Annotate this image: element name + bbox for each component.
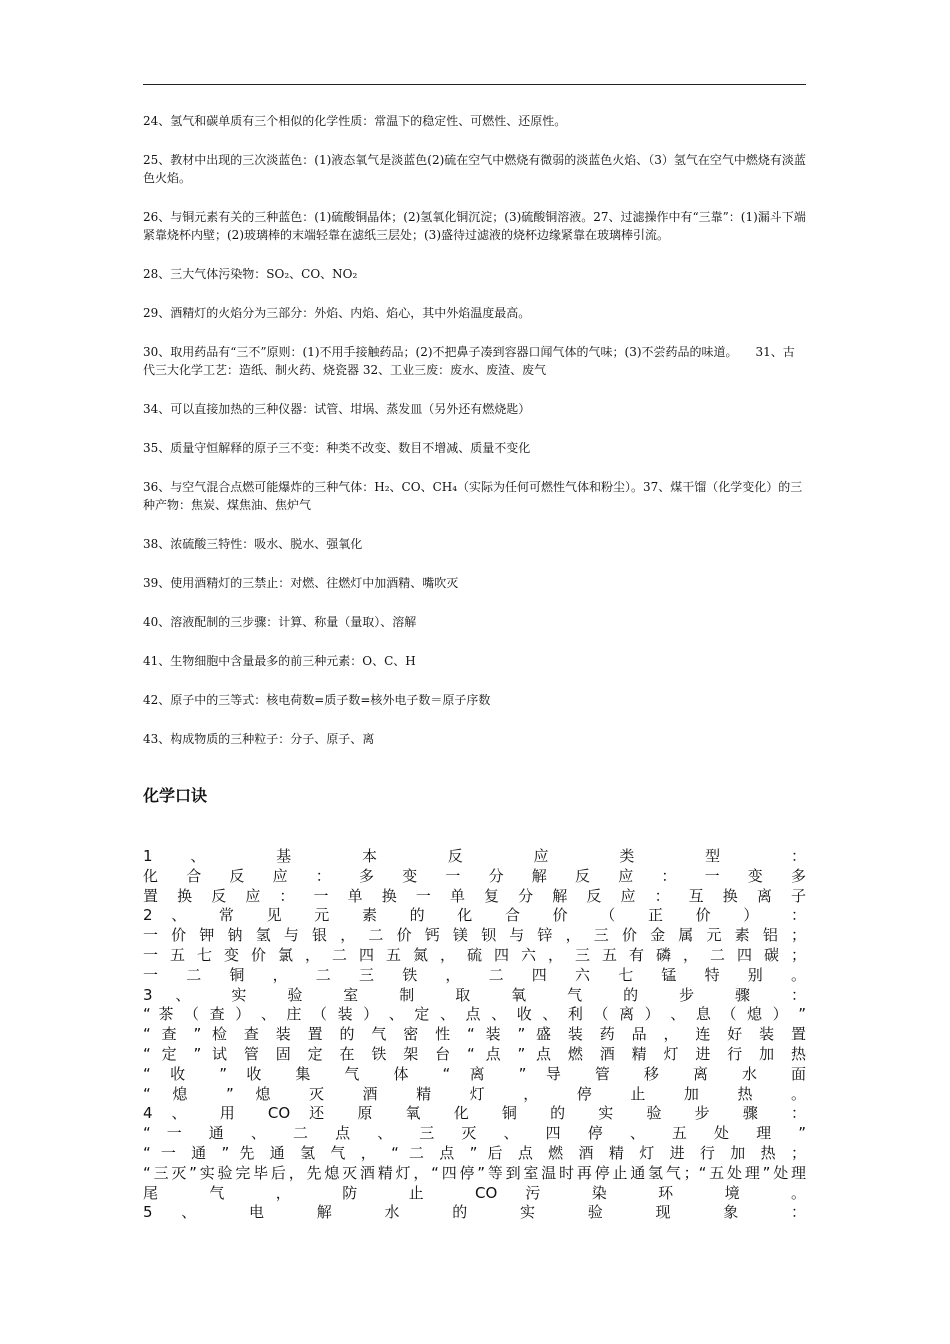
mnemonic-line: 一 五 七 变 价 氯 ， 二 四 五 氮 ， 硫 四 六 ， 三 五 有 磷 ， 二 四 碳 ； — [143, 945, 806, 964]
mnemonic-line: “ 一 通 、 二 点 、 三 灭 、 四 停 、 五 处 理 ” — [143, 1124, 806, 1143]
note-25: 25、教材中出现的三次淡蓝色：(1)液态氧气是淡蓝色(2)硫在空气中燃烧有微弱的淡蓝色火焰、（3）氢气在空气中燃烧有淡蓝色火焰。 — [143, 153, 806, 185]
mnemonic-line: 1 、 基 本 反 应 类 型 ： — [143, 847, 806, 865]
mnemonic-line: “ 定 ” 试 管 固 定 在 铁 架 台 “ 点 ” 点 燃 酒 精 灯 进 行 加 热 — [143, 1044, 806, 1063]
header-rule — [143, 84, 806, 85]
mnemonic-line: 化 合 反 应 ： 多 变 一 分 解 反 应 ： 一 变 多 — [143, 866, 806, 885]
note-39: 39、使用酒精灯的三禁止：对燃、往燃灯中加酒精、嘴吹灭 — [143, 576, 459, 590]
mnemonic-line: 尾 气 ， 防 止 CO 污 染 环 境 。 — [143, 1183, 806, 1202]
mnemonic-line: “ 茶 （ 查 ） 、 庄 （ 装 ） 、 定 、 点 、 收 、 利 （ 离 ） 、 息 （ 熄 ） ” — [143, 1005, 806, 1024]
note-34: 34、可以直接加热的三种仪器：试管、坩埚、蒸发皿（另外还有燃烧匙） — [143, 402, 531, 416]
note-36-37: 36、与空气混合点燃可能爆炸的三种气体：H₂、CO、CH₄（实际为任何可燃性气体和粉尘）。37、煤干馏（化学变化）的三种产物：焦炭、煤焦油、焦炉气 — [143, 480, 803, 512]
mnemonic-line: “三灭”实验完毕后，先熄灭酒精灯，“四停”等到室温时再停止通氢气；“五处理”处理 — [143, 1163, 806, 1182]
mnemonic-line: 一 价 钾 钠 氢 与 银 ， 二 价 钙 镁 钡 与 锌 ， 三 价 金 属 元 素 铝 ； — [143, 926, 806, 945]
note-35: 35、质量守恒解释的原子三不变：种类不改变、数目不增减、质量不变化 — [143, 441, 531, 455]
note-26-27: 26、与铜元素有关的三种蓝色：(1)硫酸铜晶体；(2)氢氧化铜沉淀；(3)硫酸铜溶液。27、过滤操作中有“三靠”：(1)漏斗下端紧靠烧杯内壁；(2)玻璃棒的末端轻靠在滤纸三层处；(3)盛待过滤液的烧杯边缘紧靠在玻璃棒引流。 — [143, 210, 806, 242]
note-30-32: 30、取用药品有“三不”原则：(1)不用手接触药品；(2)不把鼻子凑到容器口闻气体的气味；(3)不尝药品的味道。 31、古代三大化学工艺：造纸、制火药、烧瓷器 32、工业三废：废水、废渣、废气 — [143, 345, 795, 377]
note-42: 42、原子中的三等式：核电荷数=质子数=核外电子数＝原子序数 — [143, 693, 491, 707]
mnemonic-line: “ 收 ” 收 集 气 体 “ 离 ” 导 管 移 离 水 面 — [143, 1064, 806, 1083]
mnemonic-line: 2 、 常 见 元 素 的 化 合 价 （ 正 价 ） ： — [143, 906, 806, 925]
mnemonic-line: 5 、 电 解 水 的 实 验 现 象 ： — [143, 1203, 806, 1222]
note-43: 43、构成物质的三种粒子：分子、原子、离 — [143, 732, 375, 746]
numbered-notes — [143, 112, 806, 769]
note-41: 41、生物细胞中含量最多的前三种元素：O、C、H — [143, 654, 416, 668]
mnemonic-line: 置 换 反 应 ： 一 单 换 一 单 复 分 解 反 应 ： 互 换 离 子 — [143, 886, 806, 905]
mnemonic-line: “ 查 ” 检 查 装 置 的 气 密 性 “ 装 ” 盛 装 药 品 ， 连 好 装 置 — [143, 1025, 806, 1044]
mnemonic-line: 3 、 实 验 室 制 取 氧 气 的 步 骤 ： — [143, 985, 806, 1004]
note-40: 40、溶液配制的三步骤：计算、称量（量取）、溶解 — [143, 615, 417, 629]
section-heading: 化学口诀 — [143, 786, 208, 805]
mnemonic-line: 4 、 用 CO 还 原 氧 化 铜 的 实 验 步 骤 ： — [143, 1104, 806, 1123]
mnemonic-line: “ 一 通 ” 先 通 氢 气 ， “ 二 点 ” 后 点 燃 酒 精 灯 进 行 加 热 ； — [143, 1143, 806, 1162]
note-29: 29、酒精灯的火焰分为三部分：外焰、内焰、焰心，其中外焰温度最高。 — [143, 306, 531, 320]
mnemonic-line: 一 二 铜 ， 二 三 铁 ， 二 四 六 七 锰 特 别 。 — [143, 965, 806, 984]
mnemonic-block — [143, 847, 806, 1223]
mnemonic-line: “ 熄 ” 熄 灭 酒 精 灯 ， 停 止 加 热 。 — [143, 1084, 806, 1103]
note-24: 24、氢气和碳单质有三个相似的化学性质：常温下的稳定性、可燃性、还原性。 — [143, 114, 567, 128]
note-38: 38、浓硫酸三特性：吸水、脱水、强氧化 — [143, 537, 363, 551]
note-28: 28、三大气体污染物：SO₂、CO、NO₂ — [143, 267, 358, 281]
